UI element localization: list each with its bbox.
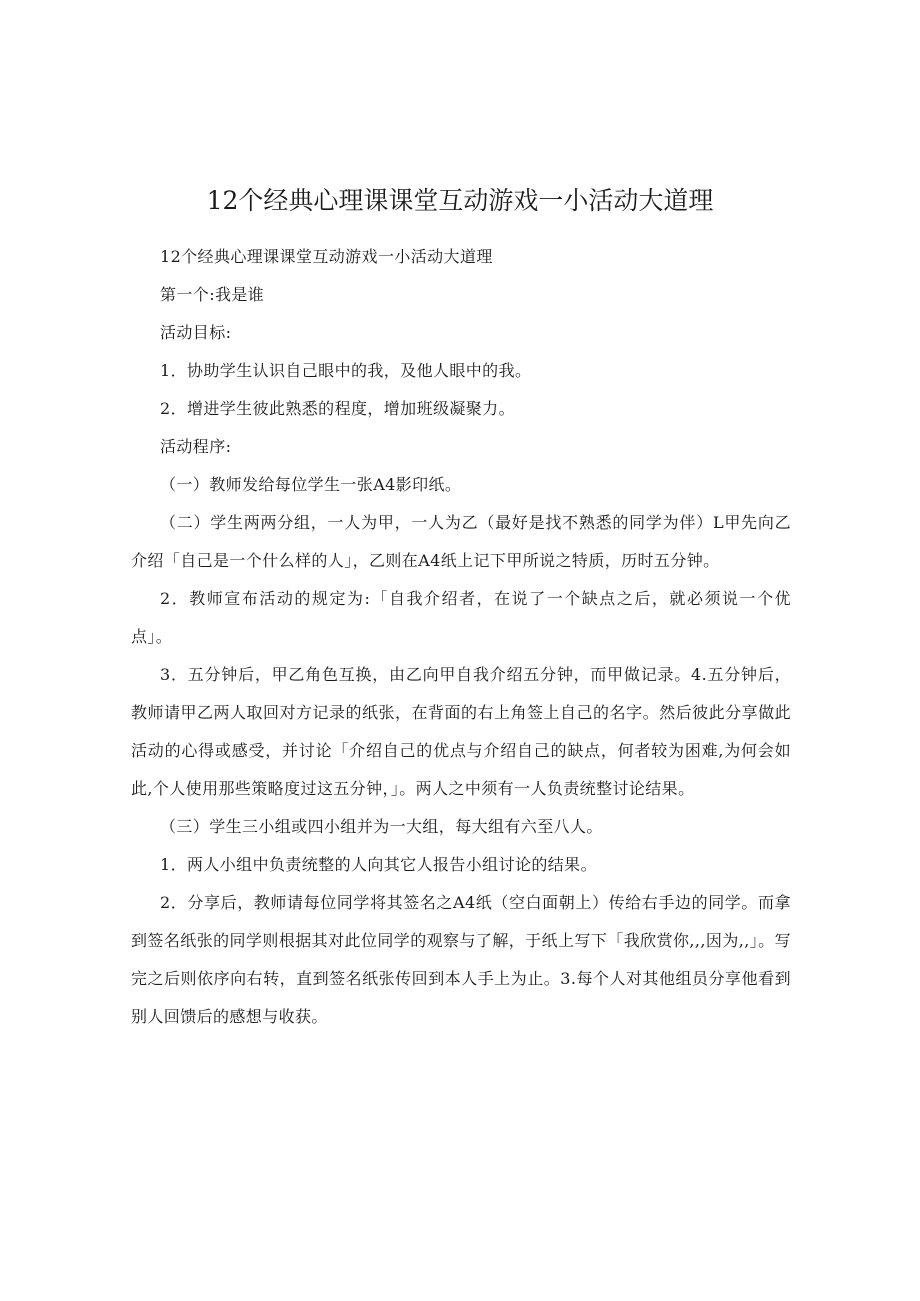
paragraph-step-2-swap: 3．五分钟后，甲乙角色互换，由乙向甲自我介绍五分钟，而甲做记录。4.五分钟后，教师请甲乙两人取回对方记录的纸张，在背面的右上角签上自己的名字。然后彼此分享做此活动的心得或感受，并讨论「介绍自己的优点与介绍自己的缺点，何者较为困难,为何会如此,个人使用那些策略度过这五分钟，」。两人之中须有一人负责统整讨论结果。 bbox=[131, 665, 791, 798]
paragraph-section-heading: 第一个:我是谁 bbox=[160, 285, 265, 304]
paragraph-step-2-rule: 2．教师宣布活动的规定为:「自我介绍者，在说了一个缺点之后，就必须说一个优点」。 bbox=[131, 589, 791, 646]
paragraph-procedure-heading: 活动程序: bbox=[160, 437, 232, 456]
document-title: 12个经典心理课课堂互动游戏一小活动大道理 bbox=[206, 186, 714, 215]
paragraph-step-2: （二）学生两两分组，一人为甲，一人为乙（最好是找不熟悉的同学为伴）L甲先向乙介绍「自己是一个什么样的人」，乙则在A4纸上记下甲所说之特质，历时五分钟。 bbox=[131, 513, 791, 570]
paragraph-goal-2: 2．增进学生彼此熟悉的程度，增加班级凝聚力。 bbox=[160, 399, 515, 418]
paragraph-goal-1: 1．协助学生认识自己眼中的我，及他人眼中的我。 bbox=[160, 361, 532, 380]
paragraph-step-3-share: 2．分享后，教师请每位同学将其签名之A4纸（空白面朝上）传给右手边的同学。而拿到签名纸张的同学则根据其对此位同学的观察与了解，于纸上写下「我欣赏你,,,因为,,」。写完之后则依序向右转，直到签名纸张传回到本人手上为止。3.每个人对其他组员分享他看到别人回馈后的感想与收获。 bbox=[131, 893, 791, 1026]
paragraph-step-3-report: 1．两人小组中负责统整的人向其它人报告小组讨论的结果。 bbox=[160, 855, 597, 874]
paragraph-step-1: （一）教师发给每位学生一张A4影印纸。 bbox=[160, 475, 462, 494]
paragraph-subtitle: 12个经典心理课课堂互动游戏一小活动大道理 bbox=[160, 247, 493, 266]
paragraph-goal-heading: 活动目标: bbox=[160, 323, 232, 342]
document-body bbox=[131, 238, 791, 1036]
paragraph-step-3: （三）学生三小组或四小组并为一大组，每大组有六至八人。 bbox=[160, 817, 603, 836]
